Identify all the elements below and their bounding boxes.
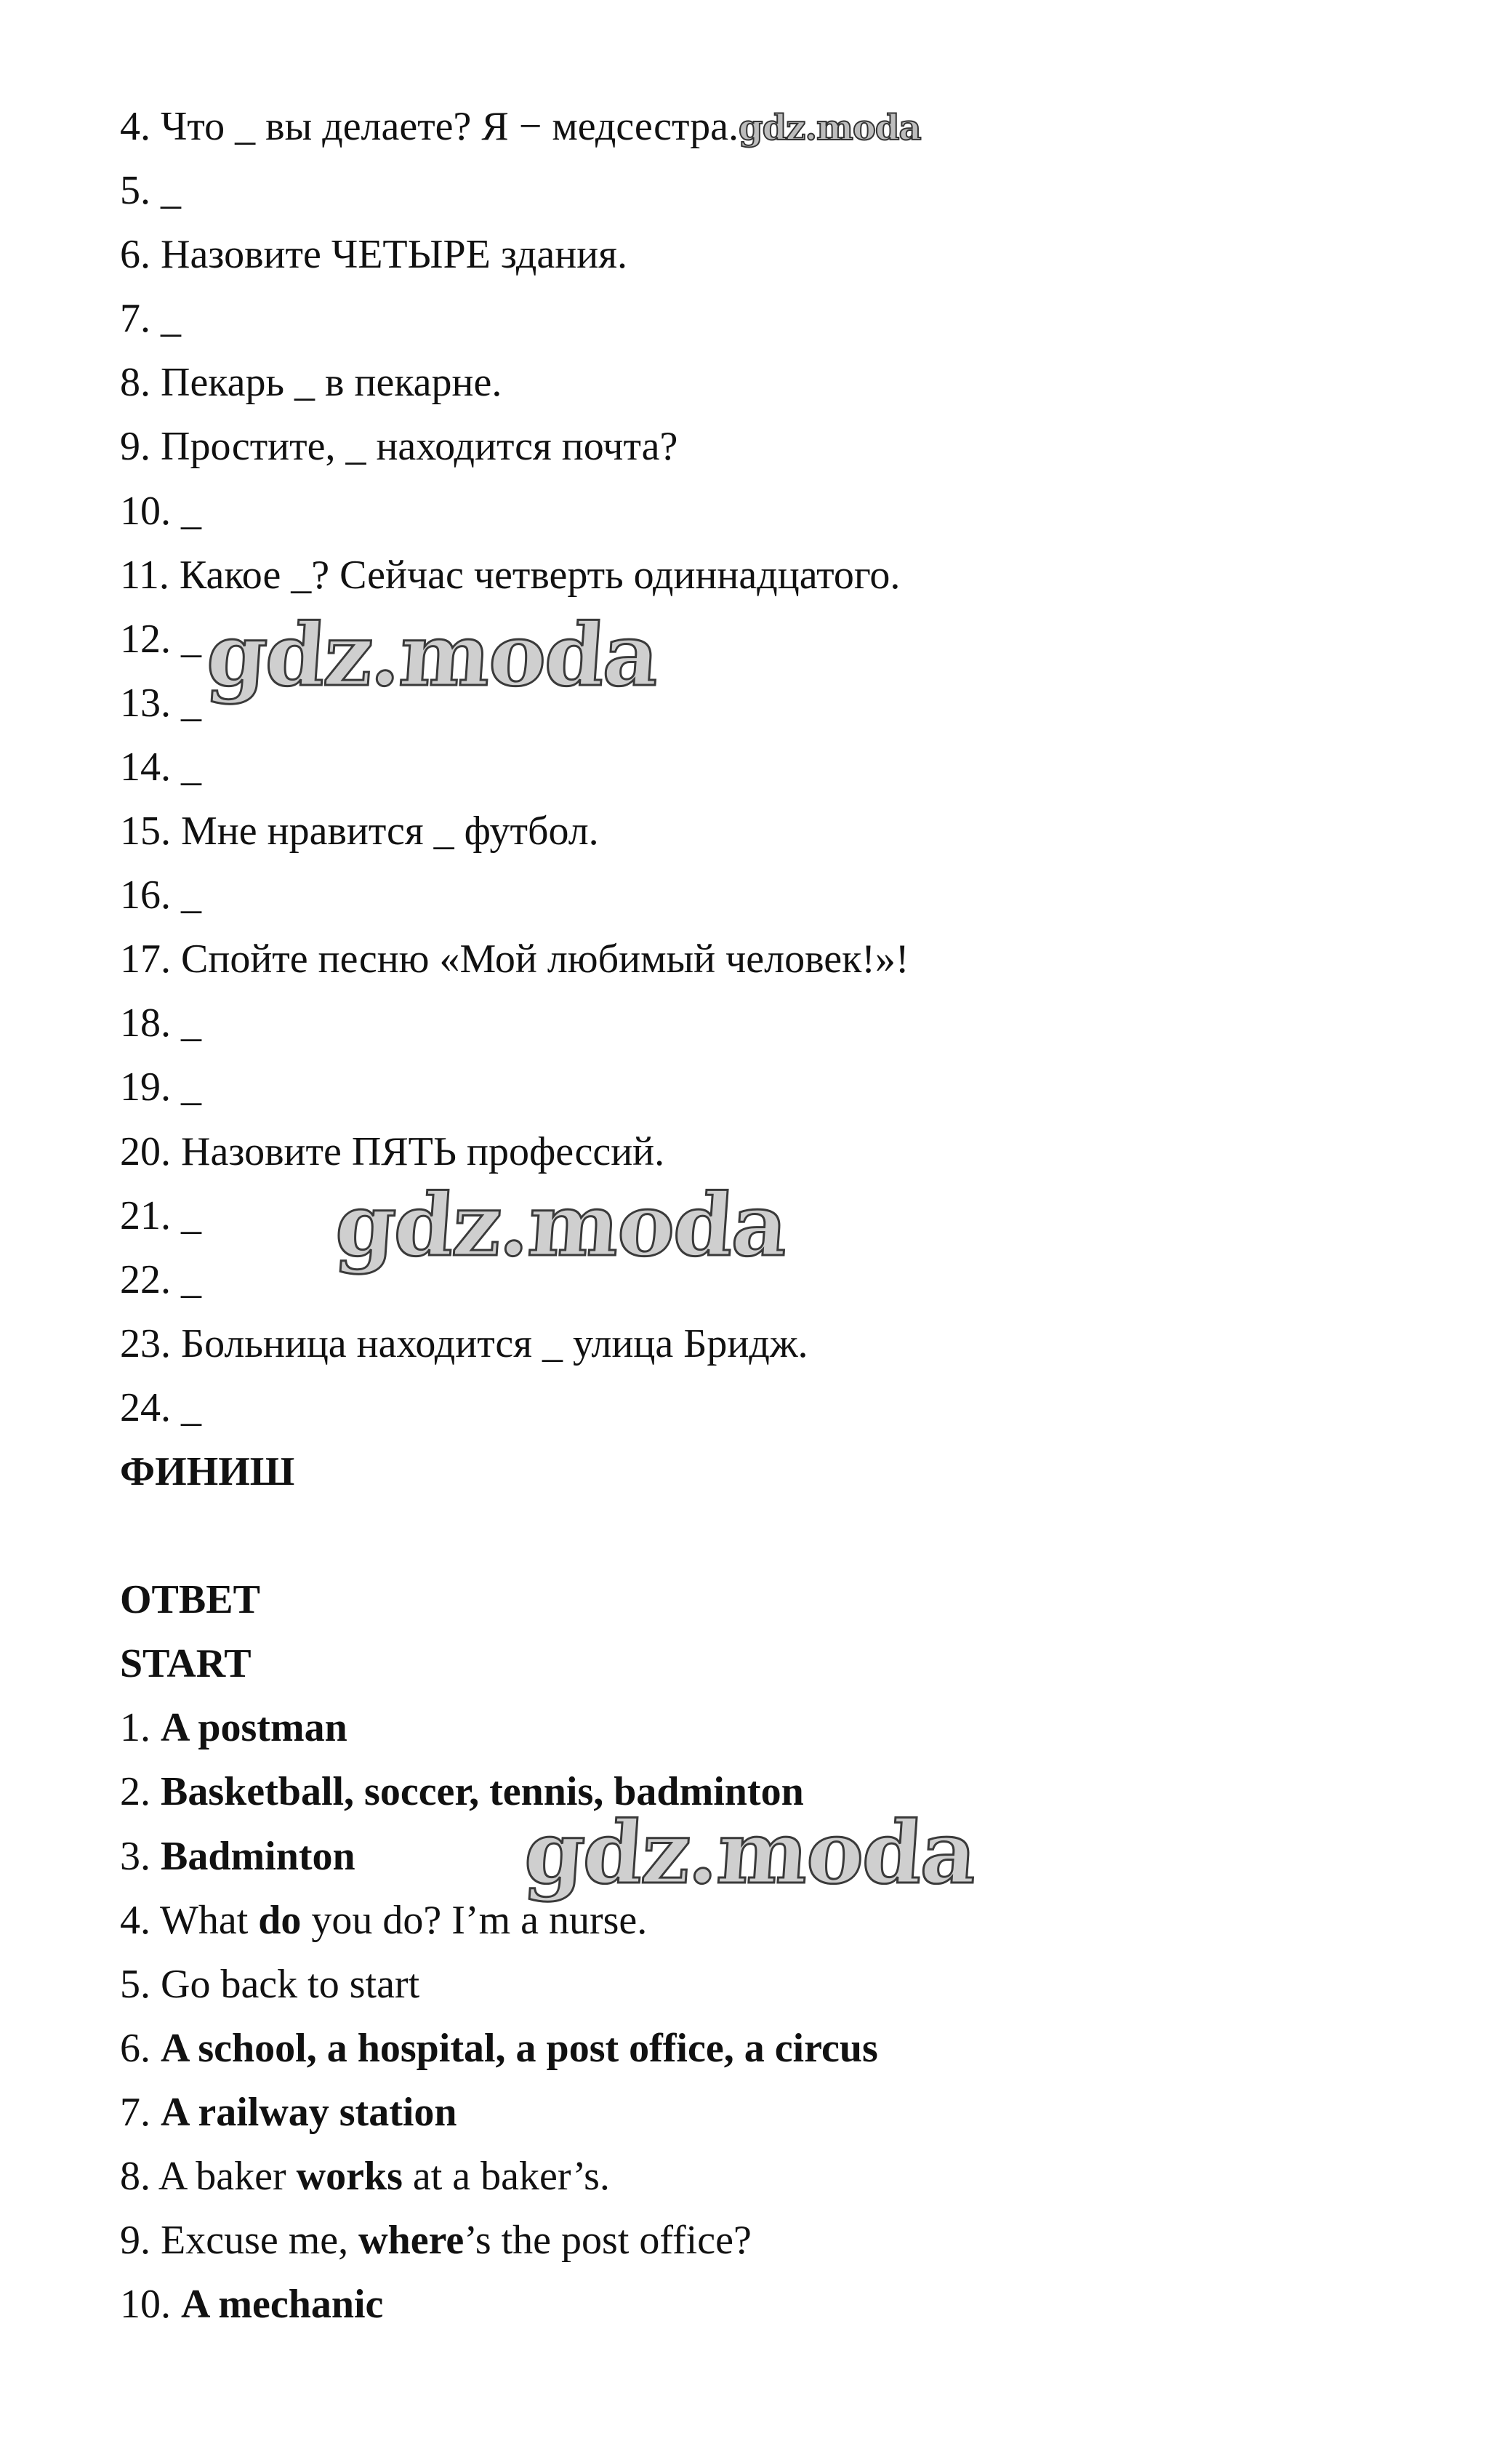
answer-8-pre: 8. A baker [120,2154,297,2199]
answer-8-post: at a baker’s. [402,2154,610,2199]
question-7: 7. _ [120,296,181,342]
answer-9-post: ’s the post office? [464,2218,752,2264]
question-12: 12. _ [120,616,201,662]
answer-6 [120,2016,1428,2080]
question-5: 5. _ [120,168,181,214]
answer-5: 5. Go back to start [120,1961,420,2007]
answer-8 [120,2144,1428,2208]
question-19: 19. _ [120,1065,201,1110]
question-20: 20. Назовите ПЯТЬ профессий. [120,1129,665,1174]
question-9: 9. Простите, _ находится почта? [120,424,678,470]
answer-7-number: 7. [120,2089,161,2135]
answer-2-number: 2. [120,1769,161,1815]
watermark-3: gdz.moda [521,1802,979,1903]
answer-9-bold: where [358,2218,465,2264]
question-21: 21. _ [120,1193,201,1238]
answer-4-bold: do [258,1897,302,1943]
answer-3-text: Badminton [161,1833,355,1879]
answer-6-text: A school, a hospital, a post office, a circus [161,2025,878,2071]
watermark-inline: gdz.moda [739,108,921,148]
question-16: 16. _ [120,873,201,918]
question-4-text: 4. Что _ вы делаете? Я − медсестра. [120,104,739,149]
answer-6-number: 6. [120,2025,161,2071]
question-8: 8. Пекарь _ в пекарне. [120,360,502,406]
answer-7 [120,2080,1428,2144]
question-22: 22. _ [120,1256,201,1302]
finish-heading: ФИНИШ [120,1448,295,1494]
question-11: 11. Какое _? Сейчас четверть одиннадцатого. [120,552,901,598]
answer-heading: ОТВЕТ [120,1577,260,1623]
watermark-1: gdz.moda [204,604,662,705]
answer-9-pre: 9. Excuse me, [120,2218,359,2264]
watermark-2: gdz.moda [332,1174,790,1275]
question-17: 17. Спойте песню «Мой любимый человек!»! [120,937,909,982]
question-6: 6. Назовите ЧЕТЫРЕ здания. [120,232,627,278]
answer-3-number: 3. [120,1833,161,1879]
question-10: 10. _ [120,488,201,534]
answer-1-number: 1. [120,1705,161,1751]
answer-10-number: 10. [120,2282,181,2328]
question-4 [120,95,1428,159]
question-23: 23. Больница находится _ улица Бридж. [120,1320,808,1366]
answer-10 [120,2272,1428,2336]
answer-2-text: Basketball, soccer, tennis, badminton [161,1769,804,1815]
answer-4-pre: 4. What [120,1897,259,1943]
question-18: 18. _ [120,1001,201,1046]
start-heading: START [120,1641,252,1687]
spacer [120,1504,1428,1568]
answer-7-text: A railway station [161,2089,457,2135]
question-15: 15. Мне нравится _ футбол. [120,809,599,854]
answer-10-text: A mechanic [181,2282,384,2328]
answer-1 [120,1696,1428,1760]
question-14: 14. _ [120,744,201,790]
question-24: 24. _ [120,1384,201,1430]
answer-1-text: A postman [161,1705,347,1751]
question-13: 13. _ [120,680,201,726]
answer-4-post: you do? I’m a nurse. [301,1897,648,1943]
answer-9 [120,2208,1428,2272]
answer-8-bold: works [296,2154,403,2199]
